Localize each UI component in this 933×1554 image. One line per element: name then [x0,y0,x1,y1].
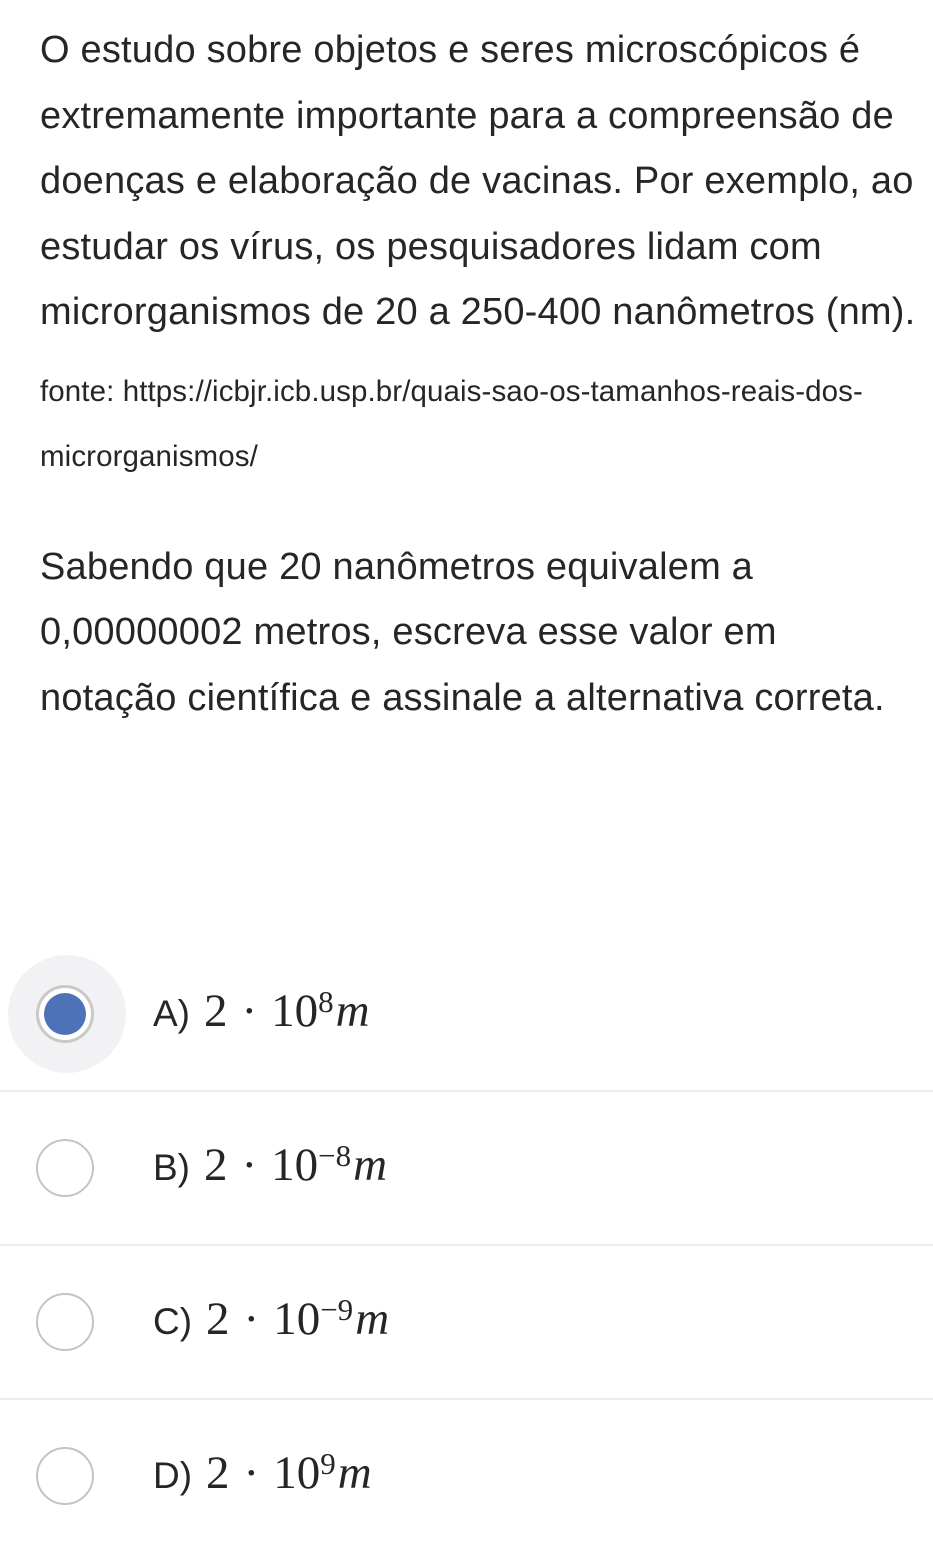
option-a-expression [204,984,370,1038]
radio-selected-dot-icon [44,993,86,1035]
option-d[interactable] [0,1400,933,1554]
option-b-exponent: −8 [318,1138,352,1174]
answer-options [0,938,933,1554]
option-d-base: 10 [273,1447,321,1499]
option-d-letter: D) [153,1455,193,1496]
option-b-expression [204,1138,387,1192]
option-d-coefficient: 2 [206,1447,230,1499]
option-d-operator: · [243,1447,260,1499]
option-a-content [153,984,370,1054]
question-paragraph-2: Sabendo que 20 nanômetros equivalem a 0,00000002 metros, escreva esse valor em notação científica e assinale a alternativa correta. [40,545,885,719]
option-d-exponent: 9 [320,1446,336,1482]
option-d-radio[interactable] [36,1447,94,1505]
option-a-radio-highlight [8,955,126,1073]
option-b-radio-highlight [8,1109,126,1227]
option-c-unit: m [355,1293,390,1345]
option-b-base: 10 [271,1139,319,1191]
question-paragraph-1: O estudo sobre objetos e seres microscópicos é extremamente importante para a compreensão de doenças e elaboração de vacinas. Por exemplo, ao estudar os vírus, os pesquisadores lidam com microrganismos de 20 a 250-400 nanômetros (nm). [40,29,916,333]
option-a-unit: m [335,985,370,1037]
option-b-radio[interactable] [36,1139,94,1197]
option-b-content [153,1138,387,1208]
option-c-coefficient: 2 [206,1293,230,1345]
option-d-unit: m [337,1447,372,1499]
option-b-coefficient: 2 [204,1139,228,1191]
option-b-operator: · [241,1139,258,1191]
option-a-base: 10 [271,985,319,1037]
option-a-coefficient: 2 [204,985,228,1037]
option-c-operator: · [243,1293,260,1345]
option-b[interactable] [0,1092,933,1246]
option-c-content [153,1292,389,1362]
option-c-letter: C) [153,1301,193,1342]
option-a[interactable] [0,938,933,1092]
option-d-content [153,1446,372,1516]
option-a-exponent: 8 [318,984,334,1020]
option-b-unit: m [353,1139,388,1191]
option-b-letter: B) [153,1147,190,1188]
option-a-letter: A) [153,993,190,1034]
option-c[interactable] [0,1246,933,1400]
option-a-radio[interactable] [36,985,94,1043]
option-c-exponent: −9 [320,1292,354,1328]
option-d-expression [206,1446,372,1500]
option-d-radio-highlight [8,1417,126,1535]
option-c-base: 10 [273,1293,321,1345]
question-source: fonte: https://icbjr.icb.usp.br/quais-sao-os-tamanhos-reais-dos-microrganismos/ [40,374,863,473]
option-a-operator: · [241,985,258,1037]
option-c-expression [206,1292,389,1346]
option-c-radio[interactable] [36,1293,94,1351]
question-stem [40,18,920,731]
option-c-radio-highlight [8,1263,126,1381]
